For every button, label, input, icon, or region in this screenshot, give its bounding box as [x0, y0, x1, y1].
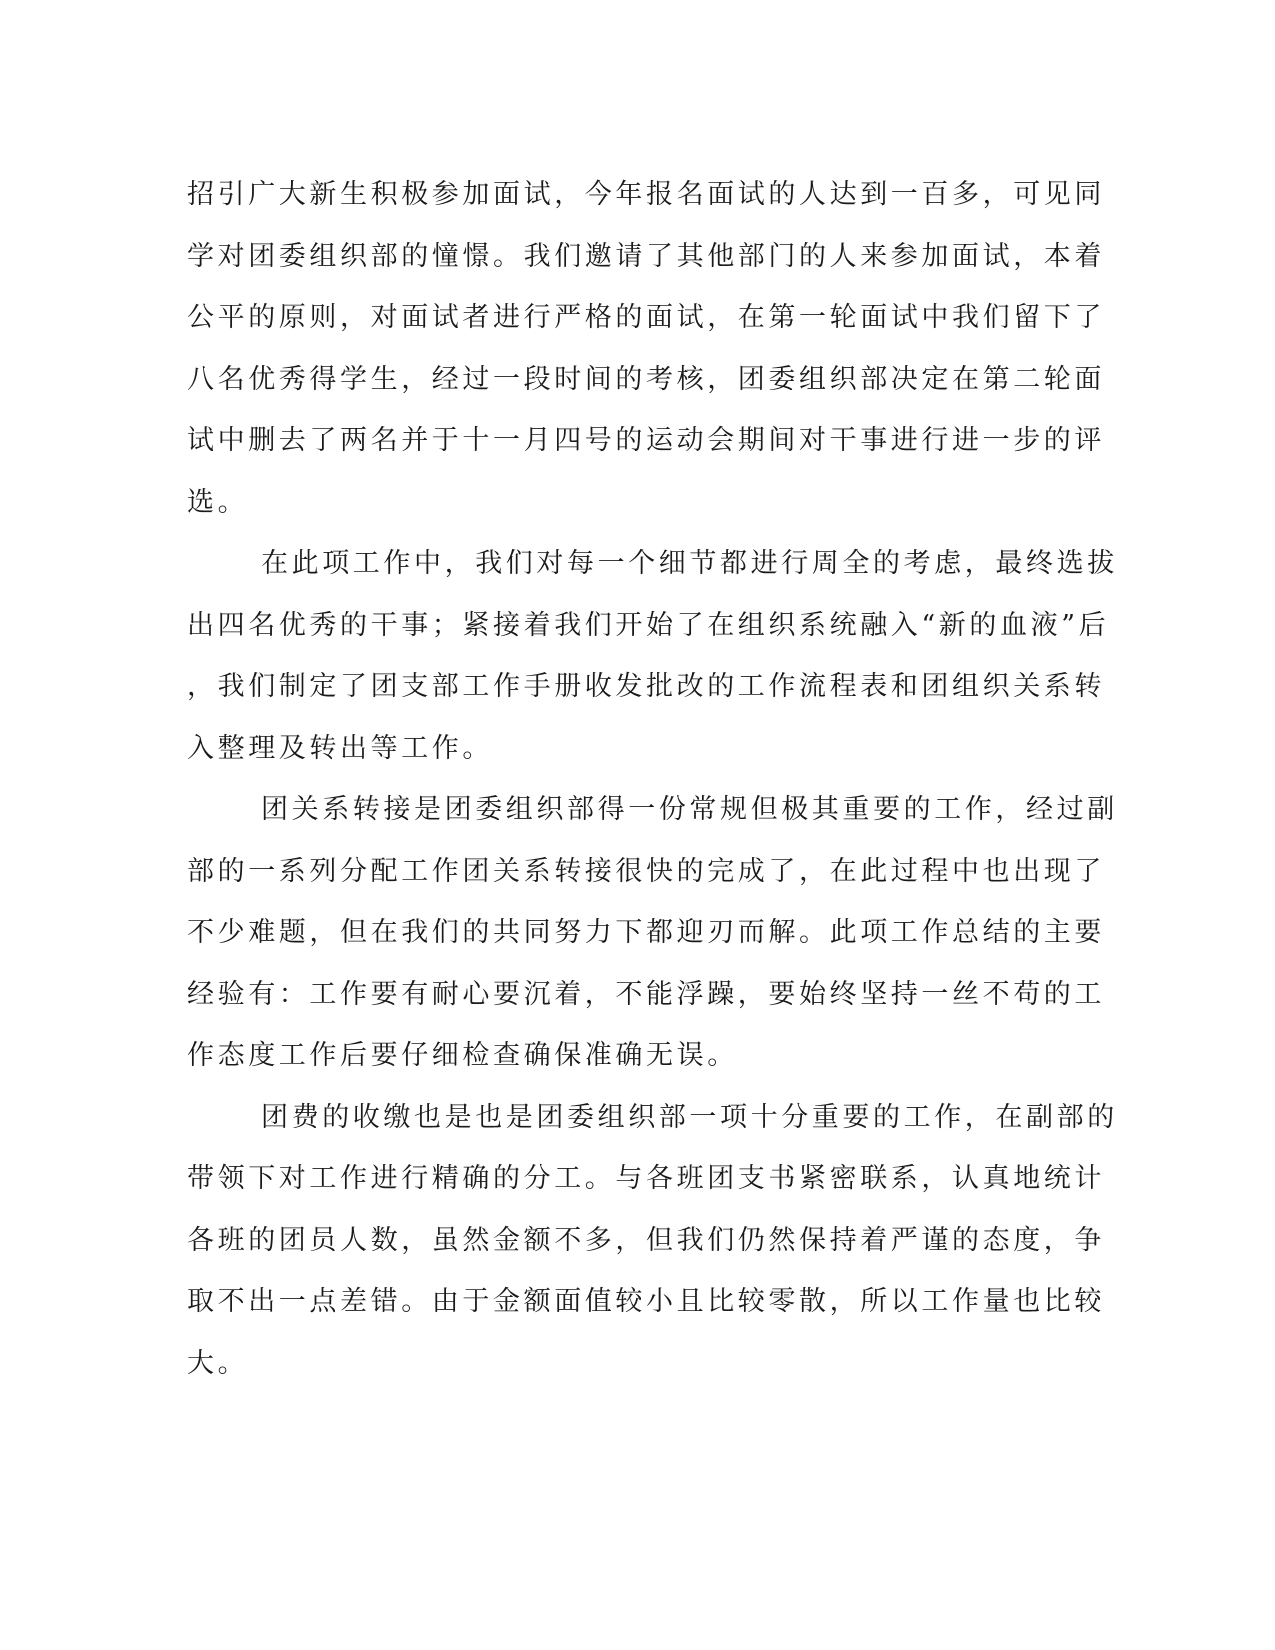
text-line: 学对团委组织部的憧憬。我们邀请了其他部门的人来参加面试，本着	[187, 240, 1105, 272]
text-line: 公平的原则，对面试者进行严格的面试，在第一轮面试中我们留下了	[187, 302, 1105, 333]
body-text	[187, 164, 1118, 1394]
text-line: 入整理及转出等工作。	[187, 732, 493, 764]
text-line: 不少难题，但在我们的共同努力下都迎刃而解。此项工作总结的主要	[187, 917, 1105, 948]
text-line: 带领下对工作进行精确的分工。与各班团支书紧密联系，认真地统计	[187, 1163, 1105, 1194]
text-line: 招引广大新生积极参加面试，今年报名面试的人达到一百多，可见同	[187, 179, 1105, 210]
text-line: 部的一系列分配工作团关系转接很快的完成了，在此过程中也出现了	[187, 855, 1105, 887]
text-line: 选。	[187, 486, 249, 518]
text-line: 大。	[187, 1347, 249, 1379]
text-line: 经验有：工作要有耐心要沉着，不能浮躁，要始终坚持一丝不苟的工	[187, 978, 1105, 1010]
paragraph-first-line: 团关系转接是团委组织部得一份常规但极其重要的工作，经过副	[261, 794, 1118, 825]
text-line: 各班的团员人数，虽然金额不多，但我们仍然保持着严谨的态度，争	[187, 1224, 1105, 1256]
text-line: ，我们制定了团支部工作手册收发批改的工作流程表和团组织关系转	[187, 671, 1105, 702]
paragraph-first-line: 在此项工作中，我们对每一个细节都进行周全的考虑，最终选拔	[261, 548, 1118, 579]
text-line: 试中删去了两名并于十一月四号的运动会期间对干事进行进一步的评	[187, 425, 1105, 456]
text-line: 出四名优秀的干事；紧接着我们开始了在组织系统融入“新的血液”后	[187, 609, 1110, 641]
text-line: 八名优秀得学生，经过一段时间的考核，团委组织部决定在第二轮面	[187, 363, 1105, 395]
text-line: 取不出一点差错。由于金额面值较小且比较零散，所以工作量也比较	[187, 1286, 1105, 1317]
paragraph-first-line: 团费的收缴也是也是团委组织部一项十分重要的工作，在副部的	[261, 1101, 1118, 1133]
text-line: 作态度工作后要仔细检查确保准确无误。	[187, 1040, 738, 1071]
